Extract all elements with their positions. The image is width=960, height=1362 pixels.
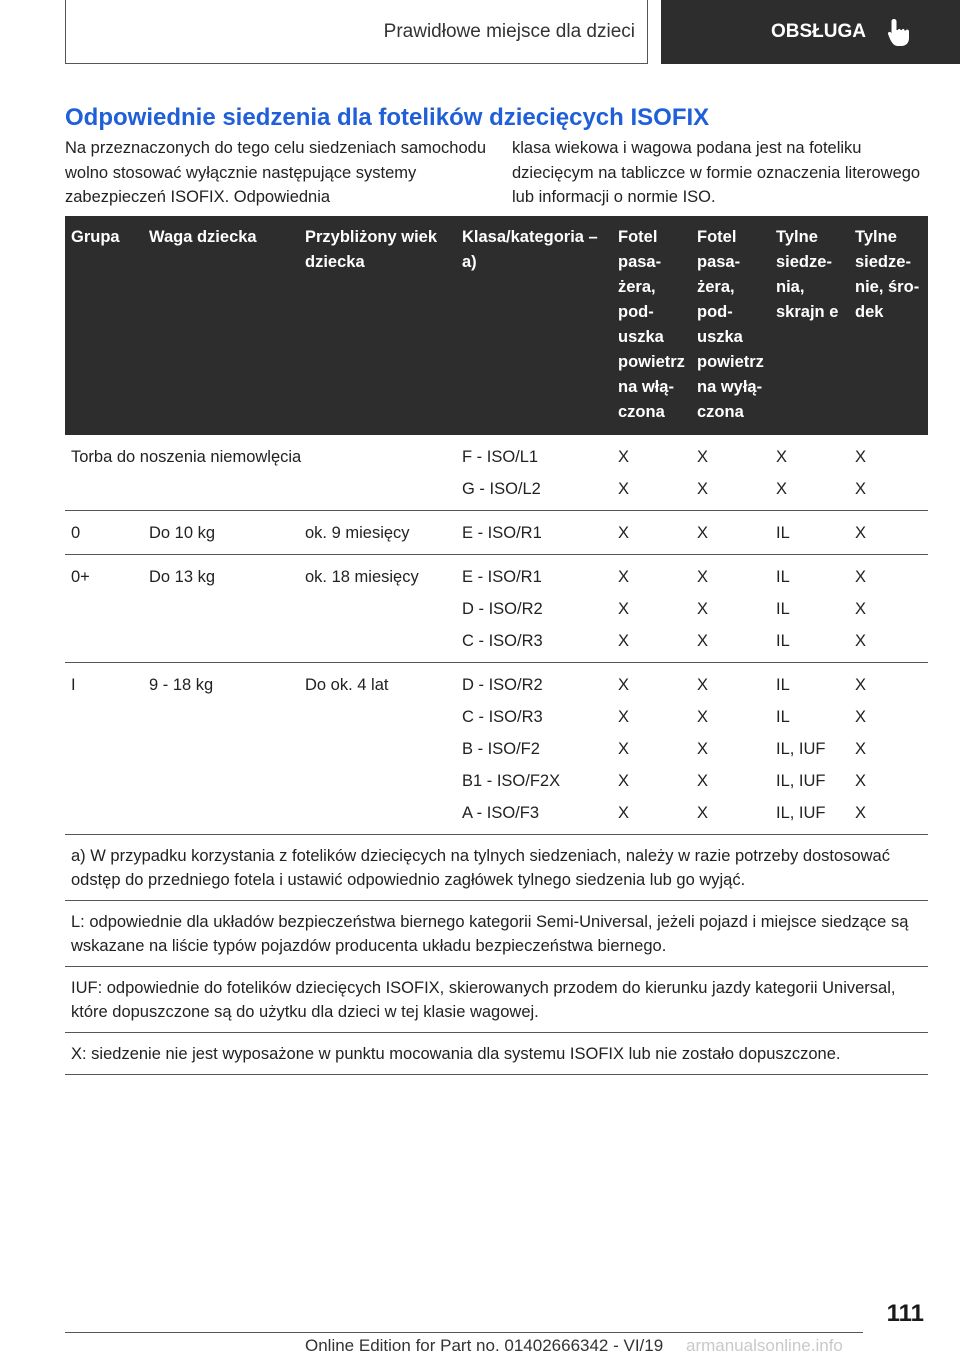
- cell-group: I: [65, 663, 143, 835]
- cell-weight: Do 10 kg: [143, 511, 299, 555]
- cell-rear-out: X X: [770, 435, 849, 511]
- cell-pas-on: X X X: [612, 555, 691, 663]
- watermark: armanualsonline.info: [686, 1336, 843, 1355]
- cell-weight: 9 - 18 kg: [143, 663, 299, 835]
- cell-group: 0+: [65, 555, 143, 663]
- cell-pas-on: X X X X X: [612, 663, 691, 835]
- table-note: a) W przypadku korzystania z fotelików dziecięcych na tylnych siedzeniach, należy w razie potrzeby dostosować odstęp do przedniego fotela i ustawić odpowiednio zagłówek tylnego siedzenia lub go wyjąć.: [65, 835, 928, 901]
- col-header-passenger-airbag-off: Fotel pasażera, poduszka powietrz na wyłączona: [691, 216, 770, 435]
- table-note: X: siedzenie nie jest wyposażone w punktu mocowania dla systemu ISOFIX lub nie zostało dopuszczone.: [65, 1033, 928, 1075]
- cell-pas-off: X X X: [691, 555, 770, 663]
- cell-age: Do ok. 4 lat: [299, 663, 456, 835]
- col-header-group: Grupa: [65, 216, 143, 435]
- table-note: L: odpowiednie dla układów bezpieczeństwa biernego kategorii Semi-Universal, jeżeli pojazd i miejsce siedzące są wskazane na liście typów pojazdów producenta układu bezpieczeństwa biernego.: [65, 901, 928, 967]
- cell-pas-off: X X X X X: [691, 663, 770, 835]
- col-header-rear-middle: Tylne siedzenie, środek: [849, 216, 928, 435]
- cell-class: E - ISO/R1: [456, 511, 612, 555]
- table-row: [65, 663, 928, 835]
- cell-pas-off: X X: [691, 435, 770, 511]
- col-header-weight: Waga dziecka: [143, 216, 299, 435]
- table-header-row: [65, 216, 928, 435]
- cell-rear-mid: X X X X X: [849, 663, 928, 835]
- cell-group: Torba do noszenia niemowlęcia: [65, 435, 456, 511]
- cell-group: 0: [65, 511, 143, 555]
- table-row: [65, 555, 928, 663]
- edition-info: Online Edition for Part no. 01402666342 - VI/19: [305, 1336, 664, 1355]
- footer-divider: [65, 1332, 863, 1333]
- table-note-row: [65, 1033, 928, 1075]
- intro-text-right: klasa wiekowa i wagowa podana jest na foteliku dziecięcym na tabliczce w formie oznaczenia literowego lub informacji o normie ISO.: [512, 139, 921, 206]
- chapter-label: OBSŁUGA: [771, 21, 866, 42]
- table-row: [65, 435, 928, 511]
- cell-pas-on: X: [612, 511, 691, 555]
- cell-class: F - ISO/L1 G - ISO/L2: [456, 435, 612, 511]
- page-title: Odpowiednie siedzenia dla fotelików dziecięcych ISOFIX: [65, 104, 710, 131]
- section-title: Prawidłowe miejsce dla dzieci: [383, 20, 635, 42]
- cell-age: ok. 9 miesięcy: [299, 511, 456, 555]
- cell-rear-mid: X: [849, 511, 928, 555]
- col-header-rear-outer: Tylne siedzenia, skrajn e: [770, 216, 849, 435]
- header-section-title: [65, 0, 648, 64]
- table-note: IUF: odpowiednie do fotelików dziecięcych ISOFIX, skierowanych przodem do kierunku jazdy kategorii Universal, które dopuszczone są do użytku dla dzieci w tej klasie wagowej.: [65, 967, 928, 1033]
- table-note-row: [65, 901, 928, 967]
- page-number: 111: [886, 1300, 924, 1327]
- cell-rear-mid: X X X: [849, 555, 928, 663]
- cell-class: D - ISO/R2 C - ISO/R3 B - ISO/F2 B1 - ISO/F2X A - ISO/F3: [456, 663, 612, 835]
- cell-rear-out: IL IL IL, IUF IL, IUF IL, IUF: [770, 663, 849, 835]
- col-header-passenger-airbag-on: Fotel pasażera, poduszka powietrz na włączona: [612, 216, 691, 435]
- cell-rear-out: IL: [770, 511, 849, 555]
- col-header-class: Klasa/kategoria – a): [456, 216, 612, 435]
- cell-rear-out: IL IL IL: [770, 555, 849, 663]
- cell-age: ok. 18 miesięcy: [299, 555, 456, 663]
- cell-pas-on: X X: [612, 435, 691, 511]
- table-row: [65, 511, 928, 555]
- table-note-row: [65, 835, 928, 901]
- cell-rear-mid: X X: [849, 435, 928, 511]
- isofix-table: [65, 216, 928, 1075]
- header-chapter-tab[interactable]: [661, 0, 960, 64]
- pointing-hand-icon: [886, 17, 912, 47]
- intro-text-left: Na przeznaczonych do tego celu siedzeniach samochodu wolno stosować wyłącznie następujące systemy zabezpieczeń ISOFIX. Odpowiednia: [65, 139, 487, 206]
- col-header-age: Przybliżony wiek dziecka: [299, 216, 456, 435]
- cell-weight: Do 13 kg: [143, 555, 299, 663]
- table-note-row: [65, 967, 928, 1033]
- cell-pas-off: X: [691, 511, 770, 555]
- cell-class: E - ISO/R1 D - ISO/R2 C - ISO/R3: [456, 555, 612, 663]
